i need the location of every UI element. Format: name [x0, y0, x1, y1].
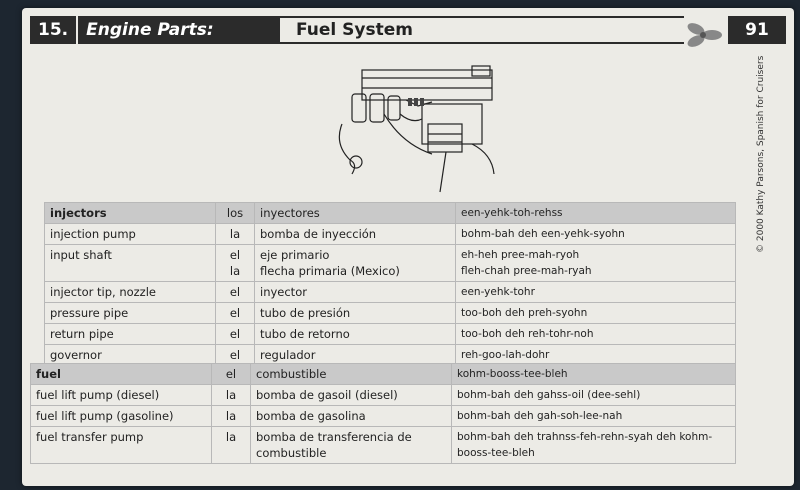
article-text: la	[225, 388, 237, 402]
header-divider	[76, 16, 78, 44]
chapter-header	[30, 16, 280, 44]
english-text: fuel lift pump (gasoline)	[36, 409, 174, 423]
english-term	[31, 427, 212, 464]
page-number: 91	[728, 16, 786, 44]
english-text: fuel transfer pump	[36, 430, 144, 444]
article-text: el	[229, 285, 241, 299]
article	[216, 203, 255, 224]
pronunciation	[452, 364, 736, 385]
pronunciation	[456, 224, 736, 245]
spanish-text: inyector	[260, 285, 307, 299]
english-text: input shaft	[50, 248, 112, 262]
article-text: el	[229, 248, 241, 262]
spanish-text: bomba de gasolina	[256, 409, 366, 423]
pronunciation-text: too-boh deh reh-tohr-noh	[461, 328, 594, 340]
english-term	[45, 245, 216, 282]
chapter-title: Engine Parts:	[86, 20, 214, 40]
table-row	[45, 224, 736, 245]
propeller-icon	[684, 22, 724, 48]
english-text: injection pump	[50, 227, 136, 241]
article	[216, 324, 255, 345]
article-text: el	[229, 327, 241, 341]
article-text: el	[225, 367, 237, 381]
english-text: governor	[50, 348, 102, 362]
spanish-text: inyectores	[260, 206, 320, 220]
fuel-system-illustration	[322, 64, 502, 194]
pronunciation-text: bohm-bah deh trahnss-feh-rehn-syah deh kohm-booss-tee-bleh	[457, 431, 713, 459]
spanish-text: tubo de presión	[260, 306, 351, 320]
vocab-table-injectors	[44, 202, 736, 366]
spanish-term	[255, 282, 456, 303]
english-term	[45, 224, 216, 245]
pronunciation	[456, 324, 736, 345]
english-term	[45, 282, 216, 303]
english-term	[31, 385, 212, 406]
english-term	[31, 364, 212, 385]
pronunciation	[452, 406, 736, 427]
table-row	[31, 406, 736, 427]
pronunciation	[456, 203, 736, 224]
pronunciation-text: een-yehk-tohr	[461, 286, 535, 298]
table-row	[45, 303, 736, 324]
pronunciation-text: too-boh deh preh-syohn	[461, 307, 588, 319]
table-row	[31, 427, 736, 464]
table-row	[31, 385, 736, 406]
spanish-term	[255, 324, 456, 345]
spanish-term	[255, 245, 456, 282]
english-text: fuel	[36, 367, 61, 381]
spanish-text: bomba de transferencia de combustible	[256, 430, 412, 460]
table-row	[45, 245, 736, 282]
spanish-term	[251, 364, 452, 385]
pronunciation-text: fleh-chah pree-mah-ryah	[461, 265, 592, 277]
spanish-term	[255, 224, 456, 245]
article	[212, 385, 251, 406]
spanish-text: regulador	[260, 348, 316, 362]
spanish-term	[255, 203, 456, 224]
copyright-notice: © 2000 Kathy Parsons, Spanish for Cruisers	[756, 55, 766, 253]
pronunciation-text: bohm-bah deh gah-soh-lee-nah	[457, 410, 623, 422]
pronunciation-text: bohm-bah deh een-yehk-syohn	[461, 228, 625, 240]
article	[212, 364, 251, 385]
article-text: la	[225, 409, 237, 423]
chapter-number: 15.	[38, 20, 69, 40]
english-term	[31, 406, 212, 427]
pronunciation	[452, 427, 736, 464]
english-text: pressure pipe	[50, 306, 129, 320]
article	[216, 224, 255, 245]
pronunciation	[456, 282, 736, 303]
spanish-text: eje primario	[260, 248, 330, 262]
spanish-text: tubo de retorno	[260, 327, 350, 341]
article	[212, 406, 251, 427]
article-text: los	[226, 206, 244, 220]
pronunciation-text: reh-goo-lah-dohr	[461, 349, 550, 361]
english-text: injectors	[50, 206, 107, 220]
article	[216, 245, 255, 282]
article	[212, 427, 251, 464]
english-term	[45, 303, 216, 324]
table-row	[45, 203, 736, 224]
spanish-text: combustible	[256, 367, 327, 381]
spanish-text: bomba de gasoil (diesel)	[256, 388, 398, 402]
spanish-text: flecha primaria (Mexico)	[260, 264, 400, 278]
article-text: la	[229, 227, 241, 241]
pronunciation	[452, 385, 736, 406]
article-text: la	[229, 264, 241, 278]
english-text: return pipe	[50, 327, 114, 341]
book-page	[22, 8, 794, 486]
article-text: la	[225, 430, 237, 444]
english-text: injector tip, nozzle	[50, 285, 156, 299]
english-term	[45, 203, 216, 224]
section-title: Fuel System	[296, 20, 413, 40]
article	[216, 303, 255, 324]
pronunciation	[456, 245, 736, 282]
english-term	[45, 324, 216, 345]
article-text: el	[229, 306, 241, 320]
spanish-term	[251, 406, 452, 427]
article	[216, 282, 255, 303]
spanish-term	[251, 427, 452, 464]
english-text: fuel lift pump (diesel)	[36, 388, 160, 402]
pronunciation-text: kohm-booss-tee-bleh	[457, 368, 568, 380]
spanish-term	[255, 303, 456, 324]
spanish-text: bomba de inyección	[260, 227, 377, 241]
vocab-table-fuel	[30, 363, 736, 464]
pronunciation	[456, 303, 736, 324]
pronunciation-text: een-yehk-toh-rehss	[461, 207, 563, 219]
section-header	[280, 16, 684, 44]
table-row	[45, 324, 736, 345]
pronunciation-text: eh-heh pree-mah-ryoh	[461, 249, 580, 261]
spanish-term	[251, 385, 452, 406]
pronunciation-text: bohm-bah deh gahss-oil (dee-sehl)	[457, 389, 641, 401]
table-row	[31, 364, 736, 385]
table-row	[45, 282, 736, 303]
article-text: el	[229, 348, 241, 362]
